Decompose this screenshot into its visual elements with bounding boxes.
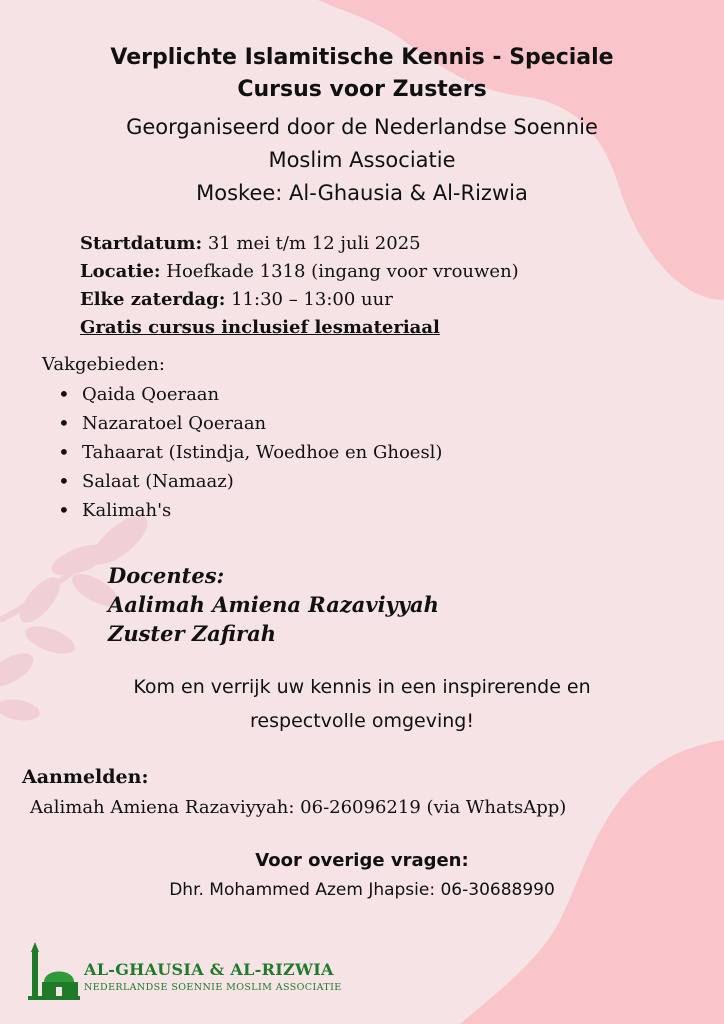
start-date-label: Startdatum: bbox=[80, 233, 203, 254]
list-item: • Kalimah's bbox=[58, 496, 442, 525]
teachers-label: Docentes: bbox=[108, 563, 225, 588]
location bbox=[80, 258, 519, 286]
weekday-label: Elke zaterdag: bbox=[80, 289, 226, 310]
start-date-value: 31 mei t/m 12 juli 2025 bbox=[202, 233, 421, 254]
logo-name: AL-GHAUSIA & AL-RIZWIA bbox=[84, 960, 334, 979]
subjects-label: Vakgebieden: bbox=[42, 354, 165, 375]
logo-subtitle: NEDERLANDSE SOENNIE MOSLIM ASSOCIATIE bbox=[84, 982, 342, 993]
questions-contact: Dhr. Mohammed Azem Jhapsie: 06-30688990 bbox=[169, 880, 555, 900]
registration-label: Aanmelden: bbox=[22, 766, 149, 788]
free-course-note: Gratis cursus inclusief lesmateriaal bbox=[80, 317, 440, 338]
weekday-time bbox=[80, 286, 393, 314]
list-item: • Tahaarat (Istindja, Woedhoe en Ghoesl) bbox=[58, 438, 442, 467]
location-label: Locatie: bbox=[80, 261, 161, 282]
teacher-name: Zuster Zafirah bbox=[108, 621, 276, 646]
list-item: • Nazaratoel Qoeraan bbox=[58, 409, 442, 438]
title-line-1: Verplichte Islamitische Kennis - Speciale bbox=[110, 45, 614, 70]
slogan-line-2: respectvolle omgeving! bbox=[250, 710, 474, 732]
questions-label: Voor overige vragen: bbox=[255, 850, 469, 871]
mosque-name: Moskee: Al-Ghausia & Al-Rizwia bbox=[196, 181, 528, 205]
subjects-list bbox=[58, 380, 442, 525]
teacher-name: Aalimah Amiena Razaviyyah bbox=[108, 592, 439, 617]
start-date bbox=[80, 230, 421, 258]
weekday-value: 11:30 – 13:00 uur bbox=[225, 289, 393, 310]
list-item: • Qaida Qoeraan bbox=[58, 380, 442, 409]
list-item: • Salaat (Namaaz) bbox=[58, 467, 442, 496]
organizer-line-1: Georganiseerd door de Nederlandse Soennie bbox=[126, 115, 598, 139]
organizer-line-2: Moslim Associatie bbox=[268, 148, 456, 172]
title-line-2: Cursus voor Zusters bbox=[237, 77, 487, 102]
mosque-icon bbox=[28, 942, 80, 1002]
location-value: Hoefkade 1318 (ingang voor vrouwen) bbox=[160, 261, 519, 282]
registration-contact: Aalimah Amiena Razaviyyah: 06-26096219 (via WhatsApp) bbox=[30, 797, 567, 818]
slogan-line-1: Kom en verrijk uw kennis in een inspirerende en bbox=[133, 676, 591, 698]
